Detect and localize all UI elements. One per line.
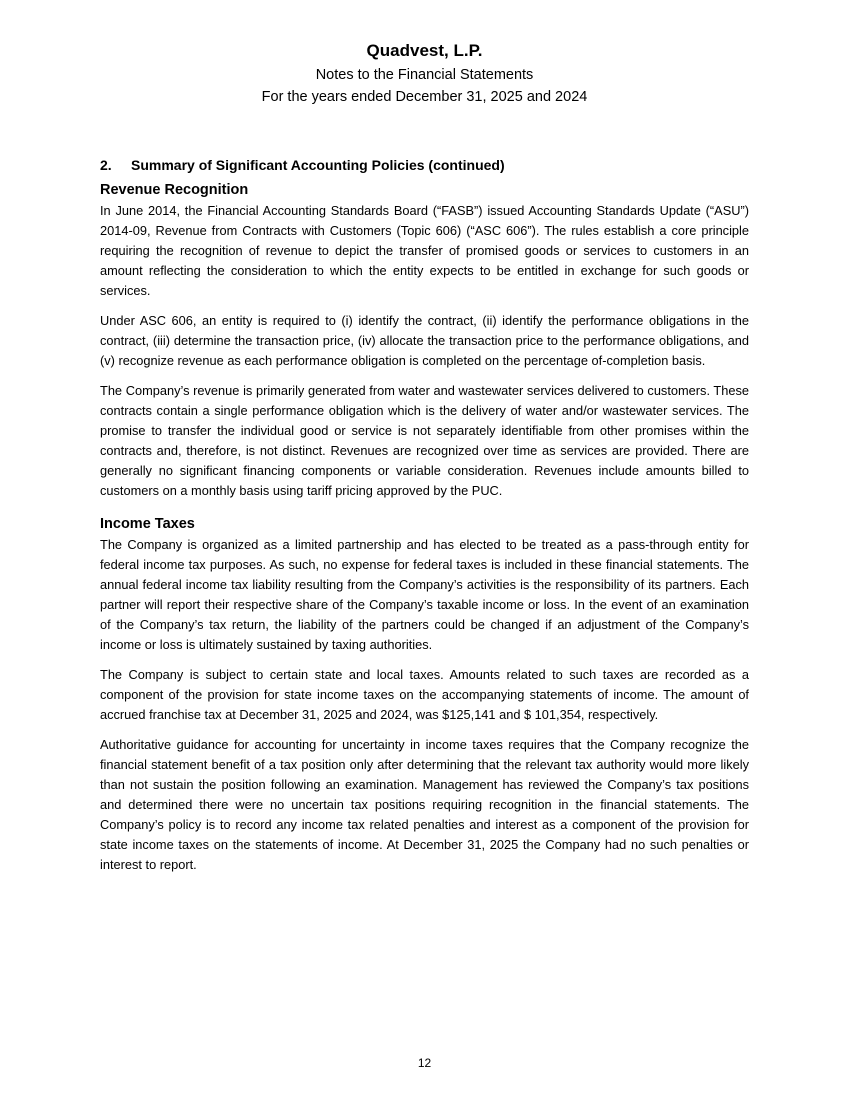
company-name: Quadvest, L.P.	[366, 41, 483, 60]
section-title: Summary of Significant Accounting Policies (continued)	[131, 157, 505, 173]
revenue-recognition-heading: Revenue Recognition	[100, 182, 249, 198]
income-taxes-paragraph-3: Authoritative guidance for accounting for uncertainty in income taxes requires that the Company recognize the financial statement benefit of a tax position only after determining that the relevant tax authority would more likely than not sustain the position following an examination. Management has reviewed the Company’s tax positions and determined there were no uncertain tax positions requiring recognition in the financial statements. The Company’s policy is to record any income tax related penalties and interest as a component of the provision for state income taxes on the statements of income. At December 31, 2025 the Company had no such penalties or interest to report.	[100, 737, 749, 872]
reporting-period: For the years ended December 31, 2025 and 2024	[261, 89, 588, 105]
page-content	[100, 154, 749, 885]
income-taxes-heading: Income Taxes	[100, 516, 195, 532]
page-number: 12	[417, 1056, 432, 1070]
revenue-paragraph-2: Under ASC 606, an entity is required to (i) identify the contract, (ii) identify the performance obligations in the contract, (iii) determine the transaction price, (iv) allocate the transaction price to the performance obligations, and (v) recognize revenue as each performance obligation is completed on the percentage of-completion basis.	[100, 313, 749, 368]
revenue-paragraph-1: In June 2014, the Financial Accounting Standards Board (“FASB”) issued Accounting Standards Update (“ASU”) 2014-09, Revenue from Contracts with Customers (Topic 606) (“ASC 606”). The rules establish a core principle requiring the recognition of revenue to depict the transfer of promised goods or services to customers in an amount reflecting the consideration to which the entity expects to be entitled in exchange for such goods or services.	[100, 203, 749, 298]
income-taxes-paragraph-2: The Company is subject to certain state and local taxes. Amounts related to such taxes are recorded as a component of the provision for state income taxes on the accompanying statements of income. The amount of accrued franchise tax at December 31, 2025 and 2024, was $125,141 and $ 101,354, respectively.	[100, 667, 749, 722]
section-number: 2.	[100, 157, 112, 173]
page-header	[0, 38, 849, 108]
section-heading	[100, 154, 749, 176]
document-subtitle: Notes to the Financial Statements	[315, 67, 534, 83]
income-taxes-paragraph-1: The Company is organized as a limited partnership and has elected to be treated as a pass-through entity for federal income tax purposes. As such, no expense for federal taxes is included in these financial statements. The annual federal income tax liability resulting from the Company’s activities is the responsibility of its partners. Each partner will report their respective share of the Company’s taxable income or loss. In the event of an examination of the Company’s tax return, the liability of the partners could be changed if an adjustment of the Company’s income or loss is ultimately sustained by taxing authorities.	[100, 537, 749, 652]
revenue-paragraph-3: The Company’s revenue is primarily generated from water and wastewater services delivered to customers. These contracts contain a single performance obligation which is the delivery of water and/or wastewater services. The promise to transfer the individual good or service is not separately identifiable from other promises within the contracts and, therefore, is not distinct. Revenues are recognized over time as services are provided. There are generally no significant financing components or variable consideration. Revenues include amounts billed to customers on a monthly basis using tariff pricing approved by the PUC.	[100, 383, 749, 498]
